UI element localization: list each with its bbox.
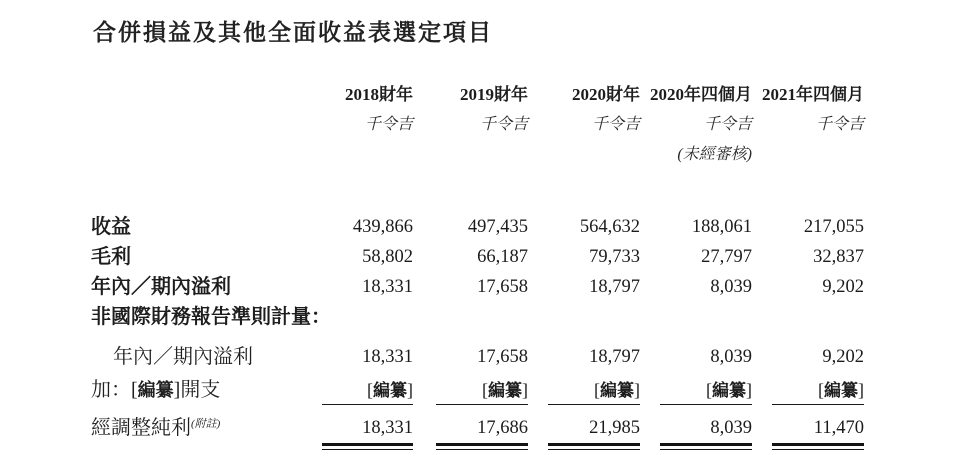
cell-value: 8,039	[710, 418, 752, 438]
table-body	[91, 212, 864, 451]
column-header-unit: 千令吉	[364, 116, 413, 133]
cell-value: 9,202	[822, 277, 864, 297]
row-label: 非國際財務報告準則計量：	[91, 306, 331, 328]
column-header-note	[752, 140, 864, 170]
row-label-bold-part: 編纂	[137, 380, 174, 400]
compiled-label: 編纂	[824, 381, 858, 400]
row-label-suffix: ]開支	[173, 379, 221, 401]
column-header-year: 2020財年	[572, 85, 640, 104]
row-label: 年內／期內溢利	[91, 276, 231, 298]
cell-value: 18,331	[362, 277, 413, 297]
double-rule	[528, 443, 640, 451]
column-header-note: (未經審核)	[677, 146, 752, 163]
single-rule	[640, 404, 752, 406]
table-row-revenue	[91, 212, 864, 242]
single-rule	[752, 404, 864, 406]
table-row-profit-for-year	[91, 272, 864, 302]
single-rule	[322, 404, 413, 406]
column-header-unit: 千令吉	[591, 116, 640, 133]
cell-value-compiled	[528, 376, 640, 405]
bracket-close: ]	[407, 380, 413, 400]
cell-value	[752, 302, 864, 332]
cell-value: 17,686	[477, 418, 528, 438]
header-note-row	[91, 140, 864, 170]
footnote-superscript: (附註)	[191, 418, 221, 430]
cell-value-compiled	[413, 376, 528, 405]
cell-value: 564,632	[579, 217, 640, 237]
bracket-close: ]	[634, 380, 640, 400]
row-label: 毛利	[91, 246, 131, 268]
cell-value: 18,331	[362, 418, 413, 438]
cell-value: 217,055	[803, 217, 864, 237]
cell-value-compiled	[322, 376, 413, 405]
cell-value: 18,797	[589, 277, 640, 297]
column-header-unit: 千令吉	[703, 116, 752, 133]
cell-value: 58,802	[362, 247, 413, 267]
cell-value	[528, 302, 640, 332]
header-spacer	[91, 80, 322, 110]
cell-value: 17,658	[477, 347, 528, 367]
bracket-open: [	[706, 380, 712, 400]
column-header-year: 2018財年	[345, 85, 413, 104]
table-row-non-ifrs-heading	[91, 302, 864, 332]
bracket-open: [	[818, 380, 824, 400]
cell-value: 32,837	[813, 247, 864, 267]
row-label-text: 經調整純利	[91, 417, 191, 439]
cell-value: 439,866	[352, 217, 413, 237]
header-year-row	[91, 80, 864, 110]
column-header-year: 2021年四個月	[762, 85, 864, 104]
table-row-adjusted-net-profit	[91, 414, 864, 442]
bracket-open: [	[482, 380, 488, 400]
column-header-note	[322, 140, 413, 170]
cell-value: 21,985	[589, 418, 640, 438]
bracket-close: ]	[746, 380, 752, 400]
table-row-profit-for-year-nonifrs	[91, 342, 864, 372]
cell-value: 79,733	[589, 247, 640, 267]
cell-value: 18,331	[362, 347, 413, 367]
column-header-year: 2020年四個月	[650, 85, 752, 104]
header-spacer	[91, 110, 322, 140]
column-header-unit: 千令吉	[479, 116, 528, 133]
double-rule	[322, 443, 413, 451]
table-row-gross-profit	[91, 242, 864, 272]
row-label: 收益	[91, 216, 131, 238]
compiled-label: 編纂	[600, 381, 634, 400]
cell-value	[322, 302, 413, 332]
header-spacer	[91, 140, 322, 170]
compiled-label: 編纂	[488, 381, 522, 400]
bracket-open: [	[367, 380, 373, 400]
column-header-year: 2019財年	[460, 85, 528, 104]
header-unit-row	[91, 110, 864, 140]
cell-value	[640, 302, 752, 332]
row-label	[91, 376, 322, 405]
row-label	[91, 414, 322, 445]
page-title: 合併損益及其他全面收益表選定項目	[93, 19, 493, 45]
cell-value: 497,435	[467, 217, 528, 237]
row-label: 年內／期內溢利	[113, 346, 253, 368]
compiled-label: 編纂	[712, 381, 746, 400]
double-rule	[752, 443, 864, 451]
rule-spacer	[91, 404, 322, 406]
cell-value: 8,039	[710, 277, 752, 297]
cell-value: 27,797	[701, 247, 752, 267]
cell-value: 66,187	[477, 247, 528, 267]
table-row-add-listing-expenses	[91, 376, 864, 404]
rule-spacer	[91, 443, 322, 451]
double-rule	[640, 443, 752, 451]
single-rule	[528, 404, 640, 406]
bracket-close: ]	[522, 380, 528, 400]
cell-value-compiled	[752, 376, 864, 405]
cell-value: 8,039	[710, 347, 752, 367]
column-header-note	[528, 140, 640, 170]
bracket-close: ]	[858, 380, 864, 400]
cell-value: 17,658	[477, 277, 528, 297]
column-header-unit: 千令吉	[815, 116, 864, 133]
double-rule-row	[91, 443, 864, 451]
double-rule	[413, 443, 528, 451]
row-label-prefix: 加：[	[91, 379, 138, 401]
cell-value: 18,797	[589, 347, 640, 367]
single-rule	[413, 404, 528, 406]
cell-value: 188,061	[691, 217, 752, 237]
compiled-label: 編纂	[373, 381, 407, 400]
cell-value-compiled	[640, 376, 752, 405]
bracket-open: [	[594, 380, 600, 400]
cell-value: 9,202	[822, 347, 864, 367]
cell-value: 11,470	[813, 418, 864, 438]
column-header-note	[413, 140, 528, 170]
single-rule-row	[91, 404, 864, 406]
table-header	[91, 80, 864, 170]
cell-value	[413, 302, 528, 332]
